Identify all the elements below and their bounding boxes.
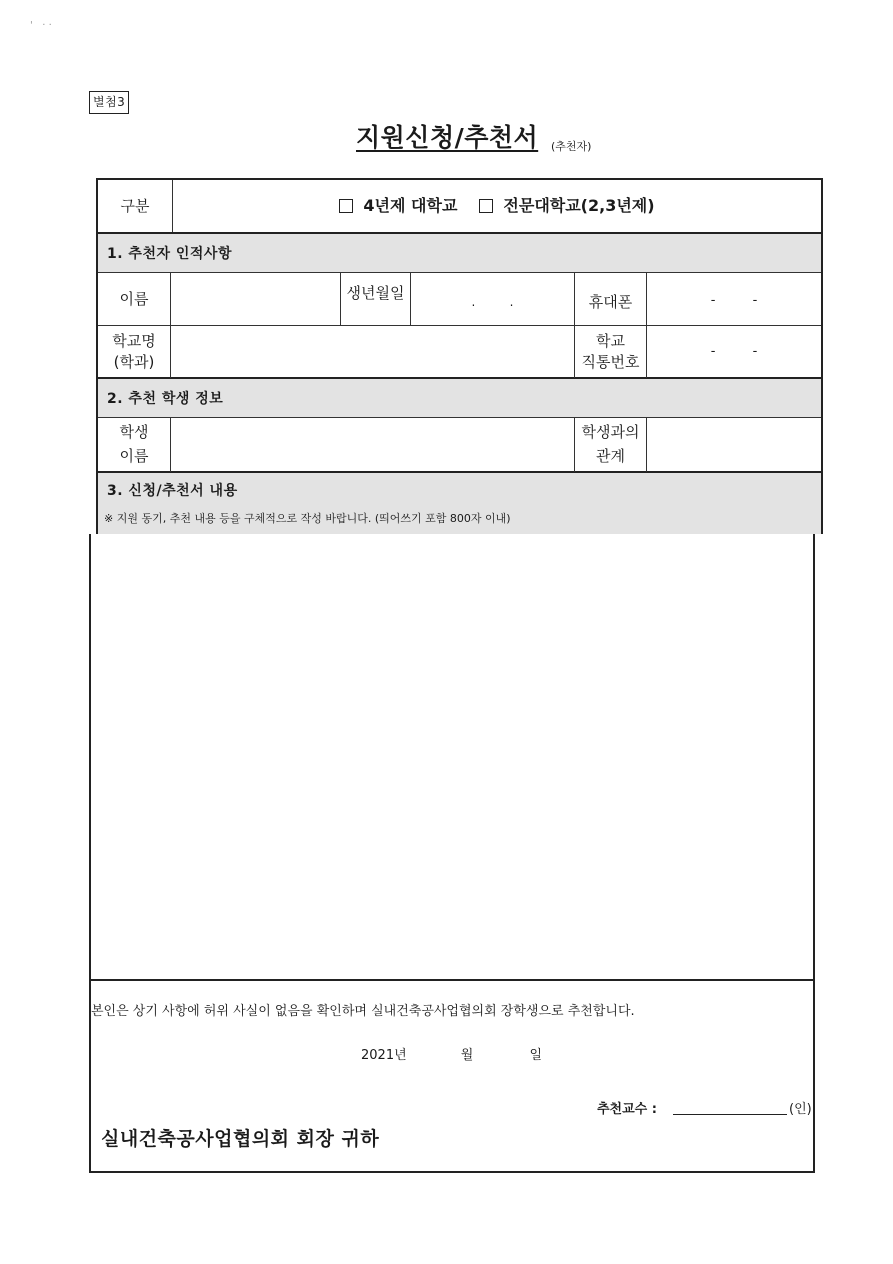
section3-heading: 3. 신청/추천서 내용	[107, 483, 238, 499]
relation-field[interactable]	[647, 418, 821, 471]
attachment-label: 별첨3	[89, 91, 129, 114]
relation-label-line1: 학생과의	[581, 423, 640, 442]
school-name-label	[98, 326, 170, 377]
school-name-field[interactable]	[171, 326, 574, 377]
relation-label-line2: 관계	[596, 446, 625, 465]
option-4year-checkbox[interactable]	[339, 199, 353, 213]
content-divider	[91, 979, 813, 981]
student-name-label-line1: 학생	[119, 423, 149, 442]
date-line	[361, 1044, 542, 1063]
school-phone-label	[575, 326, 646, 377]
section2-heading: 2. 추천 학생 정보	[107, 391, 224, 407]
school-phone-label-line2: 직통번호	[581, 352, 640, 371]
date-day[interactable]: 일	[529, 1048, 543, 1063]
student-name-label	[98, 418, 170, 471]
date-month[interactable]: 월	[460, 1048, 474, 1063]
school-name-label-line2: (학과)	[113, 352, 155, 371]
school-name-label-line1: 학교명	[112, 332, 156, 351]
scan-specks: ' · ·	[30, 20, 52, 31]
recommender-name-field[interactable]	[171, 273, 340, 325]
document-title-sub: (추천자)	[551, 140, 592, 153]
mobile-label: 휴대폰	[588, 292, 633, 311]
form-table	[96, 178, 823, 534]
option-college-checkbox[interactable]	[479, 199, 493, 213]
mobile-field[interactable]: - -	[710, 292, 758, 308]
addressee: 실내건축공사업협의회 회장 귀하	[101, 1128, 380, 1150]
student-name-field[interactable]	[171, 418, 574, 471]
category-options	[173, 180, 821, 232]
birthdate-field[interactable]: . .	[471, 295, 514, 310]
recommender-label: 추천교수 :	[597, 1102, 657, 1117]
section3-note: ※ 지원 동기, 추천 내용 등을 구체적으로 작성 바랍니다. (띄어쓰기 포함 800자 이내)	[104, 512, 511, 525]
category-label: 구분	[120, 196, 150, 215]
section1-heading: 1. 추천자 인적사항	[107, 246, 232, 262]
seal-label: (인)	[789, 1102, 812, 1117]
option-4year-label: 4년제 대학교	[363, 196, 458, 216]
recommender-signature-line[interactable]	[673, 1114, 787, 1115]
school-phone-field[interactable]: - -	[710, 343, 758, 359]
student-name-label-line2: 이름	[119, 446, 149, 465]
content-box	[89, 534, 815, 1173]
relation-label	[575, 418, 646, 471]
option-college-label: 전문대학교(2,3년제)	[503, 196, 655, 216]
document-title: 지원신청/추천서	[356, 123, 539, 152]
birthdate-label: 생년월일	[346, 283, 405, 302]
content-textarea[interactable]	[91, 534, 813, 979]
school-phone-label-line1: 학교	[596, 332, 625, 351]
pledge-statement: 본인은 상기 사항에 허위 사실이 없음을 확인하며 실내건축공사업협의회 장학생으로 추천합니다.	[91, 1004, 635, 1019]
recommender-name-label: 이름	[119, 289, 149, 308]
date-year: 2021년	[361, 1048, 407, 1063]
